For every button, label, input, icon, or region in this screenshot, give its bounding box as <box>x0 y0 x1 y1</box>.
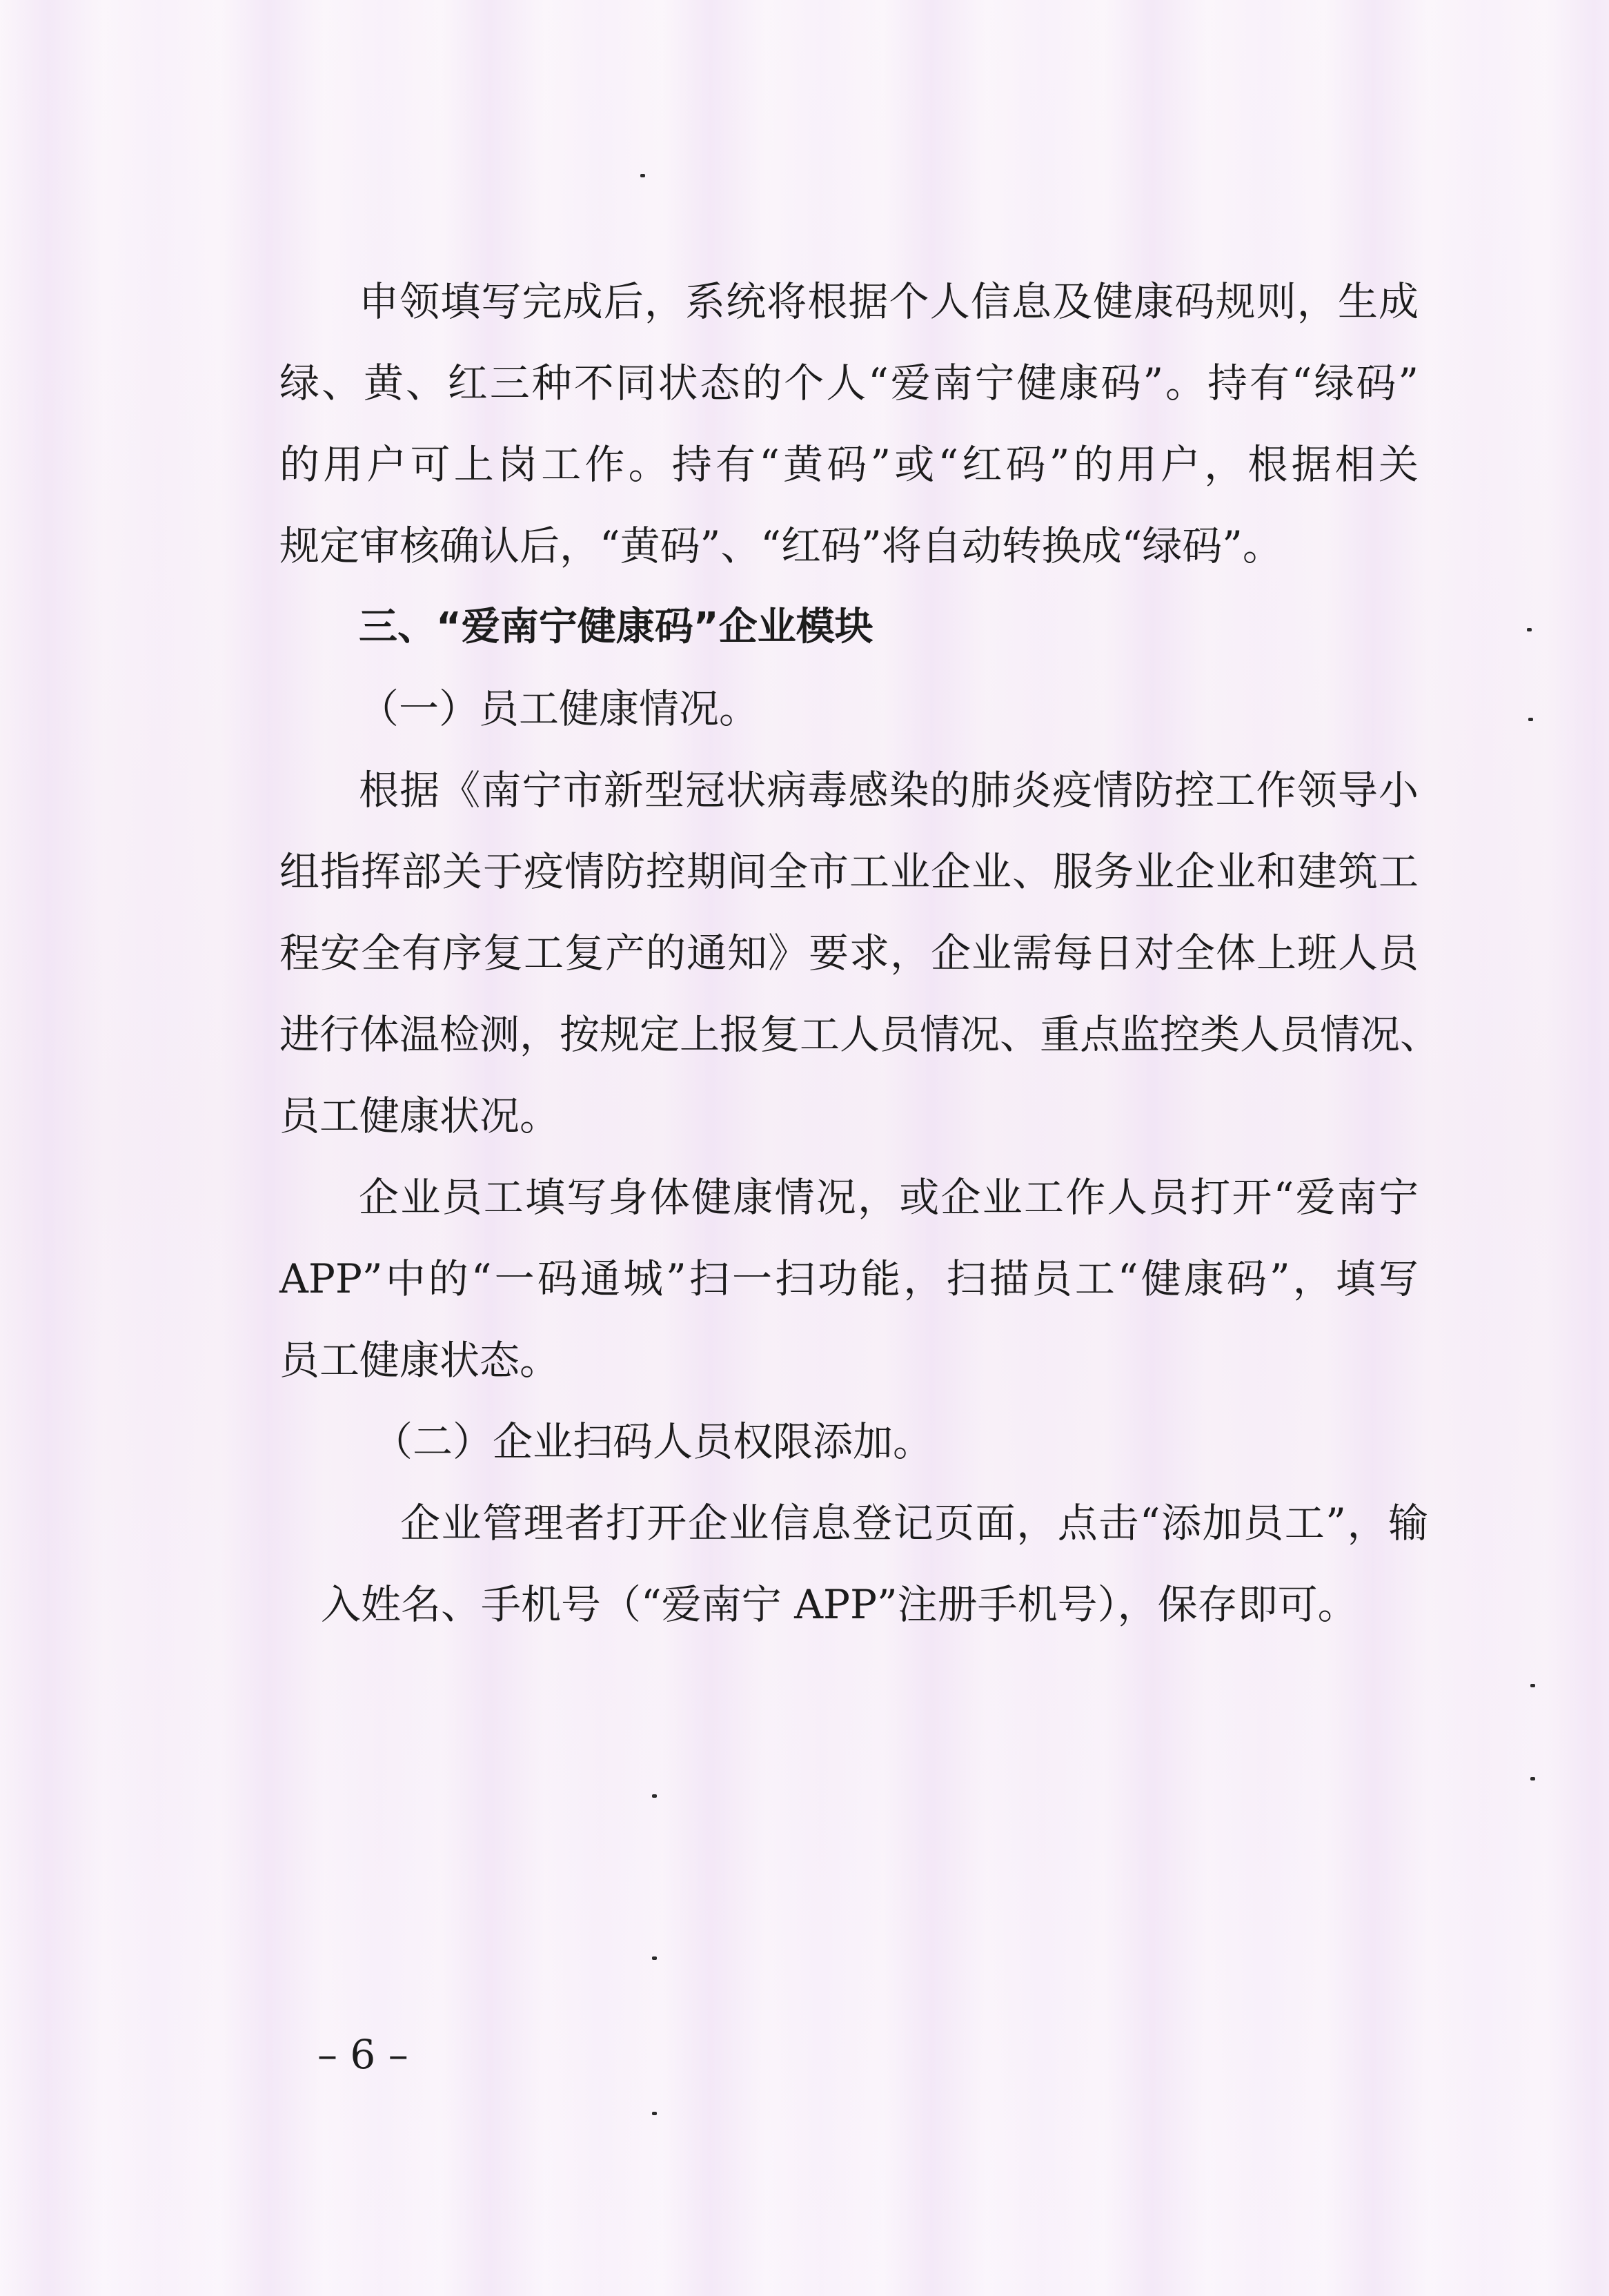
subsection-heading: （一）员工健康情况。 <box>359 685 760 732</box>
paragraph-line: 绿、黄、红三种不同状态的个人“爱南宁健康码”。持有“绿码” <box>279 360 1419 406</box>
paragraph-line: 员工健康状态。 <box>279 1337 560 1384</box>
scan-speck <box>1527 628 1532 631</box>
scan-speck <box>652 1794 657 1798</box>
scan-speck <box>652 1956 657 1960</box>
scan-speck <box>652 2112 657 2115</box>
paragraph-line: 入姓名、手机号（“爱南宁 APP”注册手机号），保存即可。 <box>321 1581 1358 1628</box>
section-heading: 三、“爱南宁健康码”企业模块 <box>359 605 873 649</box>
paragraph-line: APP”中的“一码通城”扫一扫功能，扫描员工“健康码”，填写 <box>279 1255 1419 1302</box>
paragraph-line: 规定审核确认后，“黄码”、“红码”将自动转换成“绿码”。 <box>279 522 1283 569</box>
page-number: – 6 – <box>317 2031 408 2078</box>
paragraph-line: 企业员工填写身体健康情况，或企业工作人员打开“爱南宁 <box>359 1174 1419 1221</box>
paragraph-line: 企业管理者打开企业信息登记页面，点击“添加员工”，输 <box>400 1500 1428 1547</box>
subsection-heading: （二）企业扫码人员权限添加。 <box>373 1418 934 1465</box>
paragraph-line: 的用户可上岗工作。持有“黄码”或“红码”的用户，根据相关 <box>279 441 1419 488</box>
scan-speck <box>1530 1684 1535 1687</box>
paragraph-line: 组指挥部关于疫情防控期间全市工业企业、服务业企业和建筑工 <box>279 848 1419 895</box>
paragraph-line: 员工健康状况。 <box>279 1092 560 1139</box>
paragraph-line: 根据《南宁市新型冠状病毒感染的肺炎疫情防控工作领导小 <box>359 767 1419 814</box>
paragraph-line: 申领填写完成后，系统将根据个人信息及健康码规则，生成 <box>359 278 1419 325</box>
paragraph-line: 进行体温检测，按规定上报复工人员情况、重点监控类人员情况、 <box>279 1011 1441 1058</box>
paragraph-line: 程安全有序复工复产的通知》要求，企业需每日对全体上班人员 <box>279 930 1419 977</box>
scan-speck <box>640 174 645 177</box>
scan-speck <box>1528 718 1533 721</box>
scan-speck <box>1530 1777 1535 1780</box>
